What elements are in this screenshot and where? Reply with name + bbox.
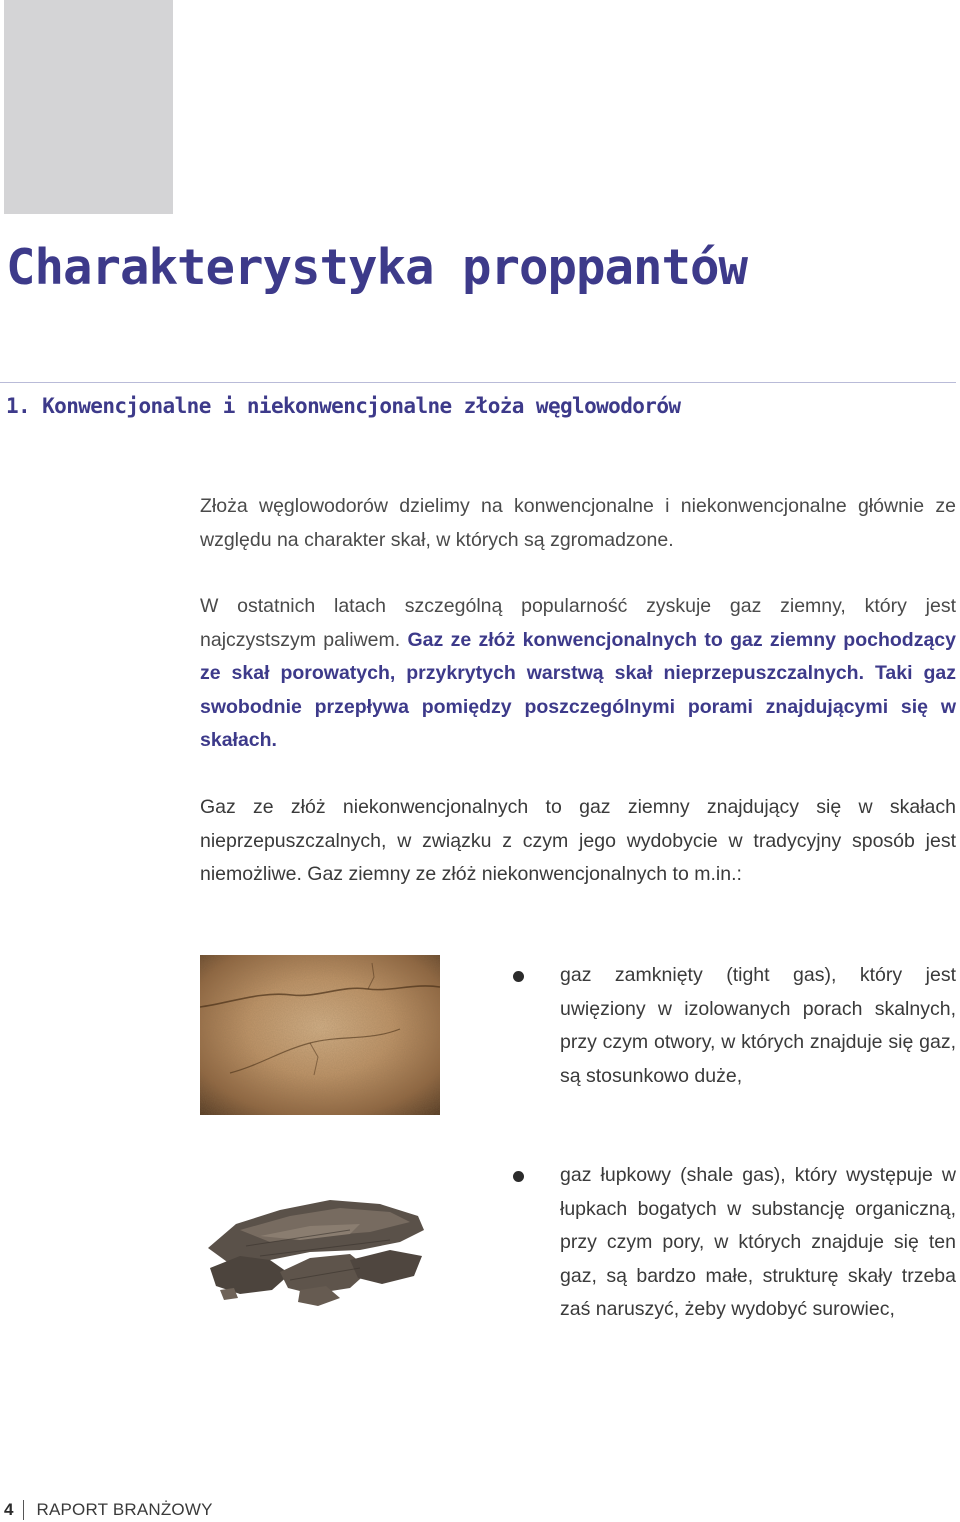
bullet-dot-icon bbox=[513, 1171, 524, 1182]
paragraph-conventional-highlight-text: Gaz ze złóż konwencjonalnych to gaz ziemny pochodzący ze skał porowatych, przykrytych warstwą skał nieprzepuszczalnych. Taki gaz swobodnie przepływa pomiędzy poszczególnymi porami znajdującymi się w skałach. bbox=[200, 628, 956, 751]
paragraph-conventional-gas bbox=[200, 590, 956, 758]
page-title: Charakterystyka proppantów bbox=[6, 239, 748, 296]
bullet-dot-icon bbox=[513, 971, 524, 982]
sandstone-rock-photo bbox=[200, 955, 440, 1115]
bullet-shale-gas: gaz łupkowy (shale gas), który występuje w łupkach bogatych w substancję organiczną, przy czym pory, w których znajduje się ten gaz, są bardzo małe, strukturę skały trzeba zaś naruszyć, żeby wydobyć surowiec, bbox=[560, 1164, 956, 1320]
paragraph-unconventional-text: Gaz ze złóż niekonwencjonalnych to gaz ziemny znajdujący się w skałach nieprzepuszczalnych, w związku z czym jego wydobycie w tradycyjny sposób jest niemożliwe. Gaz ziemny ze złóż niekonwencjonalnych to m.in.: bbox=[200, 796, 956, 885]
sandstone-rock-image bbox=[200, 955, 440, 1115]
paragraph-intro-text: Złoża węglowodorów dzielimy na konwencjonalne i niekonwencjonalne głównie ze względu na charakter skał, w których są zgromadzone. bbox=[200, 495, 956, 551]
section-heading: 1. Konwencjonalne i niekonwencjonalne złoża węglowodorów bbox=[6, 394, 681, 418]
footer-label: RAPORT BRANŻOWY bbox=[36, 1500, 213, 1519]
decorative-gray-block bbox=[4, 0, 173, 214]
page-footer bbox=[4, 1498, 213, 1522]
shale-rock-photo bbox=[200, 1190, 430, 1310]
section-divider bbox=[0, 382, 956, 383]
paragraph-conventional-regular-text: W ostatnich latach szczególną popularność zyskuje gaz ziemny, który jest najczystszym paliwem. bbox=[200, 595, 956, 651]
shale-rock-image bbox=[200, 1190, 430, 1310]
page-number: 4 bbox=[4, 1500, 14, 1519]
footer-separator bbox=[23, 1500, 24, 1520]
bullet-tight-gas: gaz zamknięty (tight gas), który jest uwięziony w izolowanych porach skalnych, przy czym otwory, w których znajduje się gaz, są stosunkowo duże, bbox=[560, 964, 956, 1087]
paragraph-unconventional-gas bbox=[200, 791, 956, 892]
paragraph-intro bbox=[200, 490, 956, 557]
